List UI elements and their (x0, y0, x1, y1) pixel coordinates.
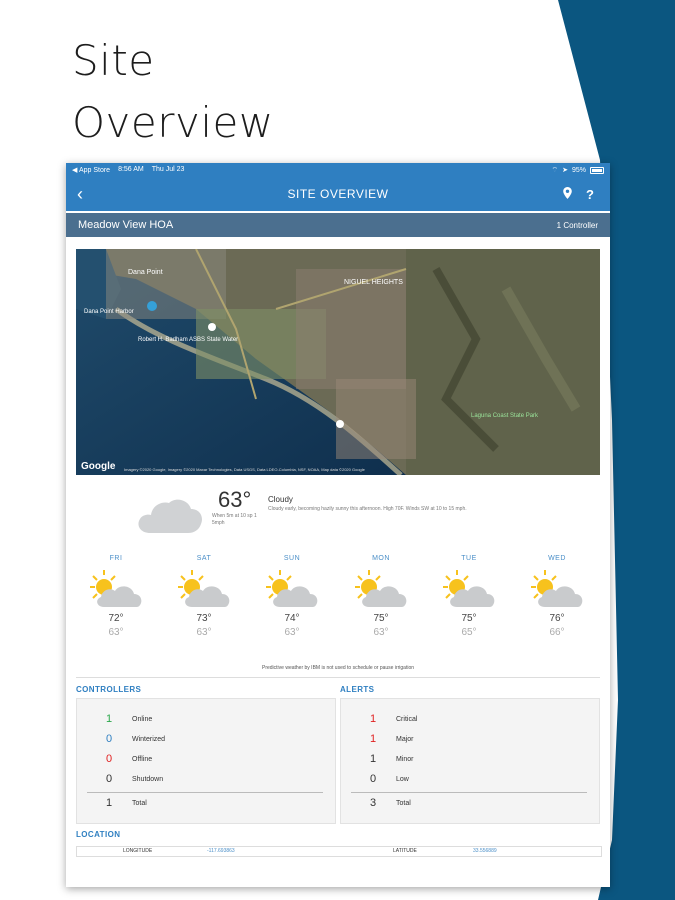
alert-major-label: Major (396, 736, 414, 743)
weather-disclaimer: Predictive weather by IBM is not used to schedule or pause irrigation (261, 665, 415, 671)
alert-low-label: Low (396, 776, 409, 783)
hero-title (72, 30, 274, 154)
longitude-value: -117.693863 (207, 848, 235, 854)
battery-icon (590, 167, 604, 174)
forecast-high: 73° (196, 613, 212, 624)
forecast-low: 65° (461, 627, 477, 638)
controller-row[interactable] (77, 713, 335, 727)
controller-total-count: 1 (105, 797, 113, 809)
forecast-day-label: MON (372, 555, 390, 562)
map-label-area: NIGUEL HEIGHTS (344, 279, 403, 286)
alert-critical-count: 1 (369, 713, 377, 725)
nav-bar (66, 177, 610, 211)
forecast-low: 63° (108, 627, 124, 638)
current-temp: 63° (218, 487, 252, 512)
forecast-day-label: FRI (109, 555, 123, 562)
controller-shutdown-count: 0 (105, 773, 113, 785)
status-date: Thu Jul 23 (151, 166, 185, 173)
controller-online-label: Online (132, 716, 153, 723)
forecast-day-label: SAT (196, 555, 212, 562)
google-logo: Google (81, 461, 116, 472)
battery-percent: 95% (571, 166, 586, 174)
partly-sunny-icon (252, 567, 332, 611)
forecast-day (252, 555, 332, 638)
divider (76, 677, 600, 678)
alert-total-label: Total (396, 800, 411, 807)
alert-total-row (341, 797, 599, 811)
location-row (76, 846, 602, 857)
alert-row[interactable] (341, 773, 599, 787)
page-title: SITE OVERVIEW (287, 187, 389, 201)
current-condition-desc: Cloudy early, becoming hazily sunny this afternoon. High 70F. Winds SW at 10 to 15 mph. (268, 506, 467, 512)
hero-title-line2: Overview (72, 98, 274, 147)
alerts-panel (340, 698, 600, 824)
divider (351, 792, 587, 793)
forecast-day-label: SUN (283, 555, 301, 562)
partly-sunny-icon (164, 567, 244, 611)
forecast-day (429, 555, 509, 638)
back-button[interactable]: ‹ (77, 183, 83, 204)
controllers-title: CONTROLLERS (76, 685, 142, 694)
controller-row[interactable] (77, 773, 335, 787)
controllers-panel (76, 698, 336, 824)
controller-online-count: 1 (105, 713, 113, 725)
back-to-app-store[interactable]: ◀ App Store (72, 167, 111, 174)
forecast-day-label: WED (548, 555, 566, 562)
alert-minor-count: 1 (369, 753, 377, 765)
hero-title-line1: Site (72, 36, 155, 85)
alert-major-count: 1 (369, 733, 377, 745)
controller-shutdown-label: Shutdown (132, 776, 164, 783)
location-title: LOCATION (76, 830, 121, 839)
map-attribution: Imagery ©2020 Google, Imagery ©2020 Maxar Technologies, Data USGS, Data LDEO-Columbia, NSF, NOAA, Map data ©2020 Google (124, 467, 365, 472)
forecast-day-label: TUE (461, 555, 477, 562)
latitude-value: 33.556889 (473, 848, 497, 854)
controller-count: 1 Controller (556, 220, 598, 230)
controller-row[interactable] (77, 753, 335, 767)
current-weather (66, 485, 610, 545)
cloud-icon (136, 495, 204, 535)
alert-row[interactable] (341, 753, 599, 767)
controller-total-row (77, 797, 335, 811)
forecast-day (164, 555, 244, 638)
site-name: Meadow View HOA (78, 219, 174, 231)
divider (87, 792, 323, 793)
controller-row[interactable] (77, 733, 335, 747)
site-header[interactable] (66, 213, 610, 237)
forecast-low: 63° (196, 627, 212, 638)
forecast-low: 63° (284, 627, 300, 638)
map-label-harbor: Dana Point Harbor (84, 309, 134, 315)
alert-critical-label: Critical (396, 716, 418, 723)
help-button[interactable]: ? (586, 186, 594, 202)
partly-sunny-icon (341, 567, 421, 611)
alerts-title: ALERTS (340, 685, 375, 694)
forecast-high: 75° (461, 613, 477, 624)
forecast (66, 555, 610, 655)
map-label-canyon: Laguna Coast State Park (471, 413, 539, 419)
alert-row[interactable] (341, 713, 599, 727)
forecast-high: 72° (108, 613, 124, 624)
alert-minor-label: Minor (396, 756, 414, 763)
forecast-low: 63° (373, 627, 389, 638)
forecast-high: 76° (549, 613, 565, 624)
map-label-park: Robert H. Badham ASBS State Water (138, 337, 239, 343)
forecast-low: 66° (549, 627, 565, 638)
current-temp-sub: When 5m at 10 sp 1 5mph (212, 513, 257, 526)
map-pin-icon[interactable] (563, 187, 572, 202)
site-map[interactable] (76, 249, 600, 475)
current-condition: Cloudy (268, 495, 293, 504)
device-screen (66, 163, 610, 887)
status-bar (66, 163, 610, 177)
forecast-day (341, 555, 421, 638)
controller-total-label: Total (132, 800, 147, 807)
map-label-city: Dana Point (128, 269, 163, 276)
location-arrow-icon: ➤ (562, 167, 568, 174)
forecast-high: 75° (373, 613, 389, 624)
longitude-label: LONGITUDE (123, 848, 153, 854)
wifi-icon: ⌔ (551, 166, 559, 174)
partly-sunny-icon (76, 567, 156, 611)
partly-sunny-icon (429, 567, 509, 611)
controller-offline-count: 0 (105, 753, 113, 765)
latitude-label: LATITUDE (393, 848, 417, 854)
alert-row[interactable] (341, 733, 599, 747)
forecast-day (76, 555, 156, 638)
satellite-map-image (76, 249, 600, 475)
status-time: 8:56 AM (118, 166, 144, 173)
alert-total-count: 3 (369, 797, 377, 809)
controller-winterized-label: Winterized (132, 736, 166, 743)
alert-low-count: 0 (369, 773, 377, 785)
forecast-day (517, 555, 597, 638)
controller-winterized-count: 0 (105, 733, 113, 745)
forecast-high: 74° (284, 613, 300, 624)
controller-offline-label: Offline (132, 756, 153, 763)
partly-sunny-icon (517, 567, 597, 611)
